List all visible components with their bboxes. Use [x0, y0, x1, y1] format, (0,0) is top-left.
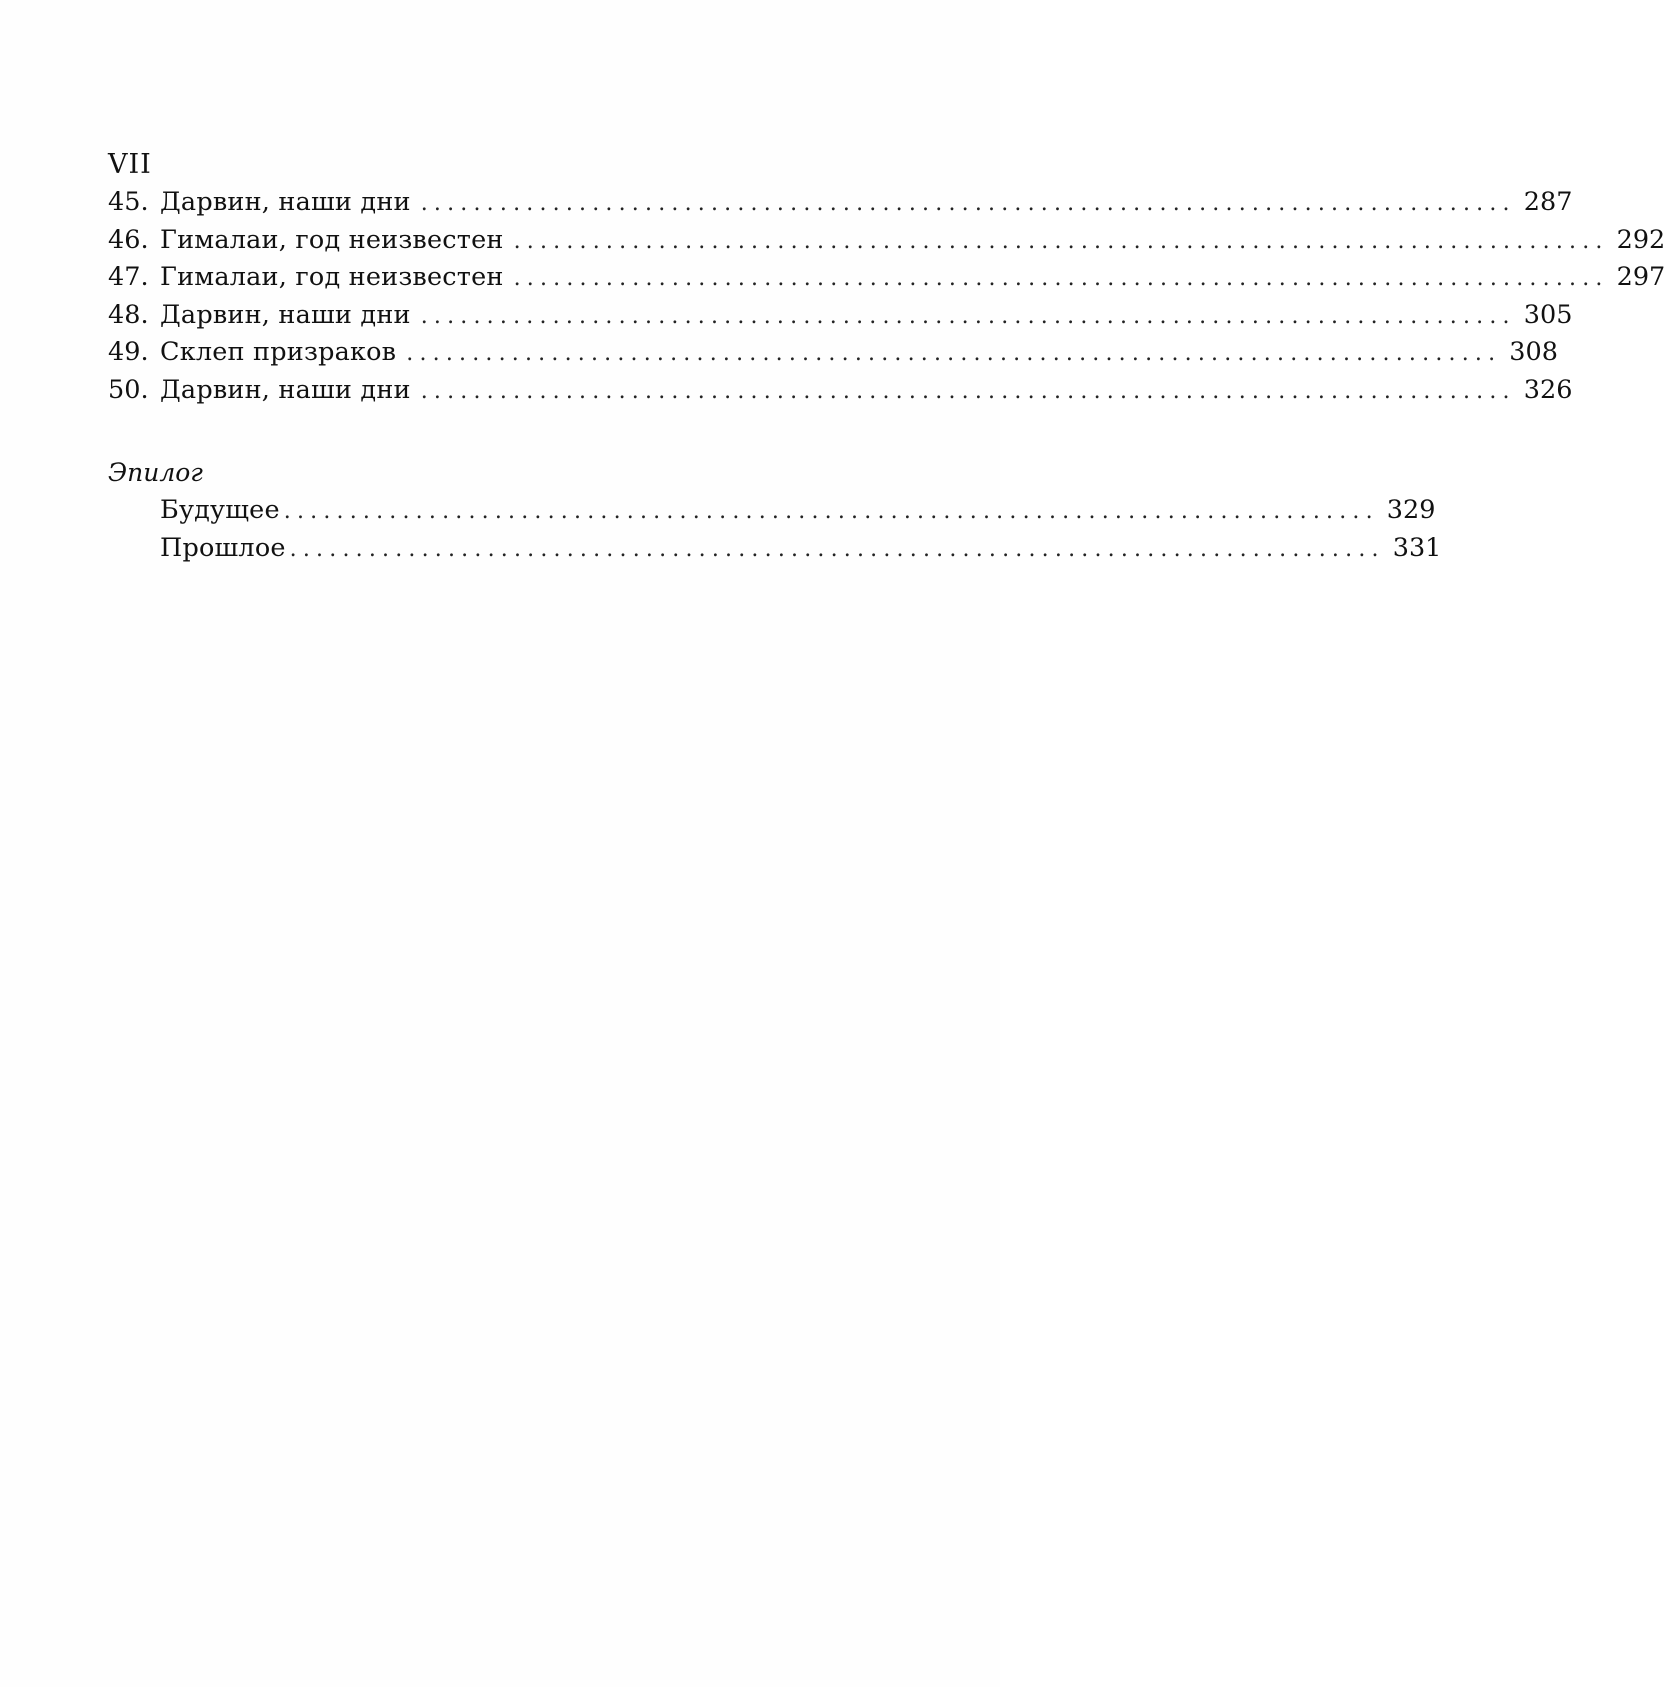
epilogue-heading: Эпилог [108, 458, 203, 487]
entry-number: 48. [108, 299, 149, 330]
entry-title: Дарвин, наши дни [160, 374, 411, 405]
toc-entry[interactable] [108, 259, 1665, 297]
toc-entry[interactable] [108, 222, 1665, 260]
entry-page-number: 292 [1616, 224, 1665, 255]
dot-leader: ................................................................................... [283, 499, 1379, 524]
entry-page-number: 331 [1392, 532, 1442, 563]
entry-title: Гималаи, год неизвестен [160, 224, 504, 255]
entry-title: Дарвин, наши дни [160, 299, 411, 330]
dot-leader: ................................................................................... [289, 536, 1385, 562]
entry-number: 50. [108, 374, 149, 405]
entry-page-number: 308 [1509, 337, 1558, 367]
toc-entry[interactable] [108, 297, 1573, 335]
dot-leader: ................................................................................... [513, 266, 1609, 291]
dot-leader: ................................................................................... [513, 228, 1609, 254]
table-of-contents [108, 146, 1665, 567]
dot-leader: ................................................................................... [420, 191, 1516, 216]
entry-number: 46. [108, 224, 149, 255]
part-heading: VII [108, 149, 152, 180]
entry-number: 49. [108, 337, 149, 367]
toc-entry[interactable] [108, 372, 1573, 410]
dot-leader: ................................................................................... [406, 341, 1502, 366]
entry-page-number: 326 [1523, 374, 1573, 405]
entry-title: Гималаи, год неизвестен [160, 262, 504, 292]
toc-entry[interactable] [108, 334, 1558, 372]
toc-entry[interactable] [108, 492, 1436, 530]
toc-entry[interactable] [108, 530, 1442, 568]
entry-page-number: 305 [1523, 299, 1573, 330]
entry-page-number: 297 [1616, 262, 1665, 292]
entry-title: Будущее [160, 495, 280, 525]
entry-page-number: 329 [1386, 495, 1436, 525]
entry-title: Прошлое [160, 532, 286, 563]
entry-title: Дарвин, наши дни [160, 187, 411, 217]
dot-leader: ................................................................................... [420, 378, 1516, 404]
entry-number: 47. [108, 262, 149, 292]
part-entries [108, 184, 1665, 409]
entry-page-number: 287 [1523, 187, 1573, 217]
entry-title: Склеп призраков [160, 337, 397, 367]
dot-leader: ................................................................................... [420, 303, 1516, 329]
epilogue-entries [108, 492, 1442, 567]
entry-number: 45. [108, 187, 149, 217]
toc-entry[interactable] [108, 184, 1573, 222]
